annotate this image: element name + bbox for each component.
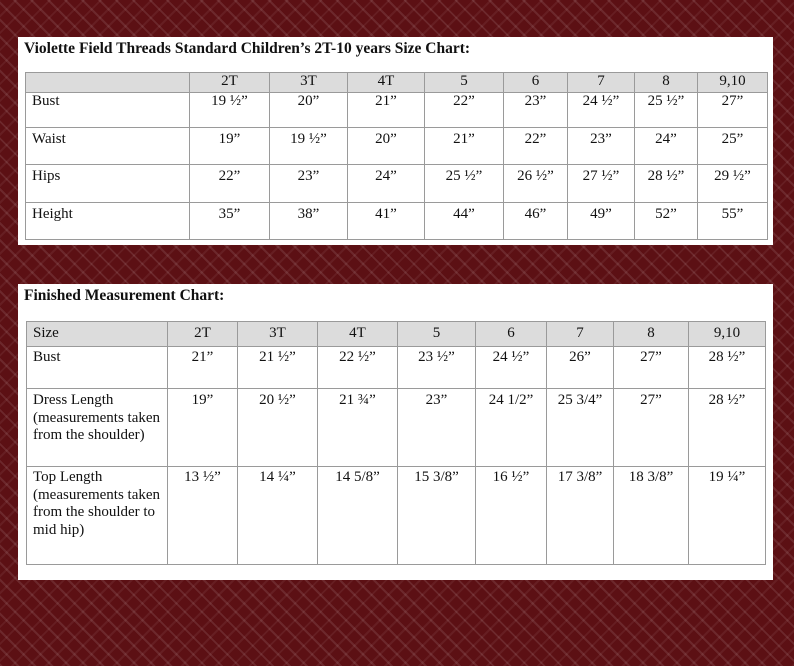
- table-cell: 20 ½”: [238, 389, 318, 467]
- table-cell: 21”: [348, 93, 425, 128]
- table-cell: 19 ½”: [190, 93, 270, 128]
- table-cell: 27”: [698, 93, 768, 128]
- table-cell: 16 ½”: [476, 467, 547, 565]
- row-label: Height: [26, 203, 190, 240]
- size-chart-header-2t: 2T: [190, 73, 270, 93]
- table-cell: 24 1/2”: [476, 389, 547, 467]
- table-cell: 44”: [425, 203, 504, 240]
- size-chart-corner-cell: [26, 73, 190, 93]
- row-label: Bust: [26, 93, 190, 128]
- finished-chart-row-bust: [27, 347, 766, 389]
- finished-chart-row-top-length: [27, 467, 766, 565]
- table-cell: 28 ½”: [635, 165, 698, 203]
- table-cell: 52”: [635, 203, 698, 240]
- table-cell: 22 ½”: [318, 347, 398, 389]
- finished-chart-table: [26, 321, 766, 565]
- size-chart-table: [25, 72, 768, 240]
- size-chart-header-5: 5: [425, 73, 504, 93]
- finished-chart-header-2t: 2T: [168, 322, 238, 347]
- table-cell: 55”: [698, 203, 768, 240]
- table-cell: 21 ¾”: [318, 389, 398, 467]
- table-cell: 41”: [348, 203, 425, 240]
- table-cell: 14 5/8”: [318, 467, 398, 565]
- finished-chart-header-row: [27, 322, 766, 347]
- finished-chart-header-3t: 3T: [238, 322, 318, 347]
- table-cell: 20”: [270, 93, 348, 128]
- table-cell: 26 ½”: [504, 165, 568, 203]
- table-cell: 23”: [504, 93, 568, 128]
- table-cell: 21”: [168, 347, 238, 389]
- size-chart-row-hips: [26, 165, 768, 203]
- table-cell: 25”: [698, 128, 768, 165]
- table-cell: 27”: [614, 347, 689, 389]
- table-cell: 23”: [398, 389, 476, 467]
- table-cell: 28 ½”: [689, 389, 766, 467]
- finished-chart-header-9-10: 9,10: [689, 322, 766, 347]
- table-cell: 25 ½”: [635, 93, 698, 128]
- row-label: Dress Length (measurements taken from the shoulder): [27, 389, 168, 467]
- table-cell: 20”: [348, 128, 425, 165]
- finished-chart-header-4t: 4T: [318, 322, 398, 347]
- table-cell: 19 ½”: [270, 128, 348, 165]
- table-cell: 24”: [635, 128, 698, 165]
- table-cell: 27 ½”: [568, 165, 635, 203]
- table-cell: 23”: [568, 128, 635, 165]
- finished-chart-header-8: 8: [614, 322, 689, 347]
- table-cell: 13 ½”: [168, 467, 238, 565]
- size-chart-header-6: 6: [504, 73, 568, 93]
- table-cell: 24 ½”: [476, 347, 547, 389]
- table-cell: 25 ½”: [425, 165, 504, 203]
- table-cell: 27”: [614, 389, 689, 467]
- table-cell: 24”: [348, 165, 425, 203]
- table-cell: 19”: [168, 389, 238, 467]
- size-chart-header-4t: 4T: [348, 73, 425, 93]
- table-cell: 19 ¼”: [689, 467, 766, 565]
- size-chart-panel: [18, 37, 773, 245]
- finished-chart-row-dress-length: [27, 389, 766, 467]
- table-cell: 15 3/8”: [398, 467, 476, 565]
- finished-chart-title: Finished Measurement Chart:: [24, 287, 225, 304]
- size-chart-header-row: [26, 73, 768, 93]
- row-label: Top Length (measurements taken from the shoulder to mid hip): [27, 467, 168, 565]
- row-label: Bust: [27, 347, 168, 389]
- table-cell: 19”: [190, 128, 270, 165]
- table-cell: 24 ½”: [568, 93, 635, 128]
- finished-chart-header-6: 6: [476, 322, 547, 347]
- finished-chart-corner-cell: Size: [27, 322, 168, 347]
- table-cell: 21 ½”: [238, 347, 318, 389]
- size-chart-header-8: 8: [635, 73, 698, 93]
- row-label: Waist: [26, 128, 190, 165]
- size-chart-header-3t: 3T: [270, 73, 348, 93]
- table-cell: 25 3/4”: [547, 389, 614, 467]
- table-cell: 22”: [190, 165, 270, 203]
- size-chart-title: Violette Field Threads Standard Children’s 2T-10 years Size Chart:: [24, 40, 471, 57]
- table-cell: 17 3/8”: [547, 467, 614, 565]
- size-chart-header-9-10: 9,10: [698, 73, 768, 93]
- table-cell: 21”: [425, 128, 504, 165]
- table-cell: 28 ½”: [689, 347, 766, 389]
- finished-chart-header-5: 5: [398, 322, 476, 347]
- finished-chart-panel: [18, 284, 773, 580]
- table-cell: 49”: [568, 203, 635, 240]
- size-chart-row-height: [26, 203, 768, 240]
- table-cell: 46”: [504, 203, 568, 240]
- size-chart-row-waist: [26, 128, 768, 165]
- table-cell: 22”: [504, 128, 568, 165]
- table-cell: 22”: [425, 93, 504, 128]
- table-cell: 18 3/8”: [614, 467, 689, 565]
- table-cell: 23”: [270, 165, 348, 203]
- row-label: Hips: [26, 165, 190, 203]
- size-chart-row-bust: [26, 93, 768, 128]
- table-cell: 35”: [190, 203, 270, 240]
- size-chart-header-7: 7: [568, 73, 635, 93]
- table-cell: 26”: [547, 347, 614, 389]
- table-cell: 38”: [270, 203, 348, 240]
- table-cell: 14 ¼”: [238, 467, 318, 565]
- finished-chart-header-7: 7: [547, 322, 614, 347]
- table-cell: 29 ½”: [698, 165, 768, 203]
- table-cell: 23 ½”: [398, 347, 476, 389]
